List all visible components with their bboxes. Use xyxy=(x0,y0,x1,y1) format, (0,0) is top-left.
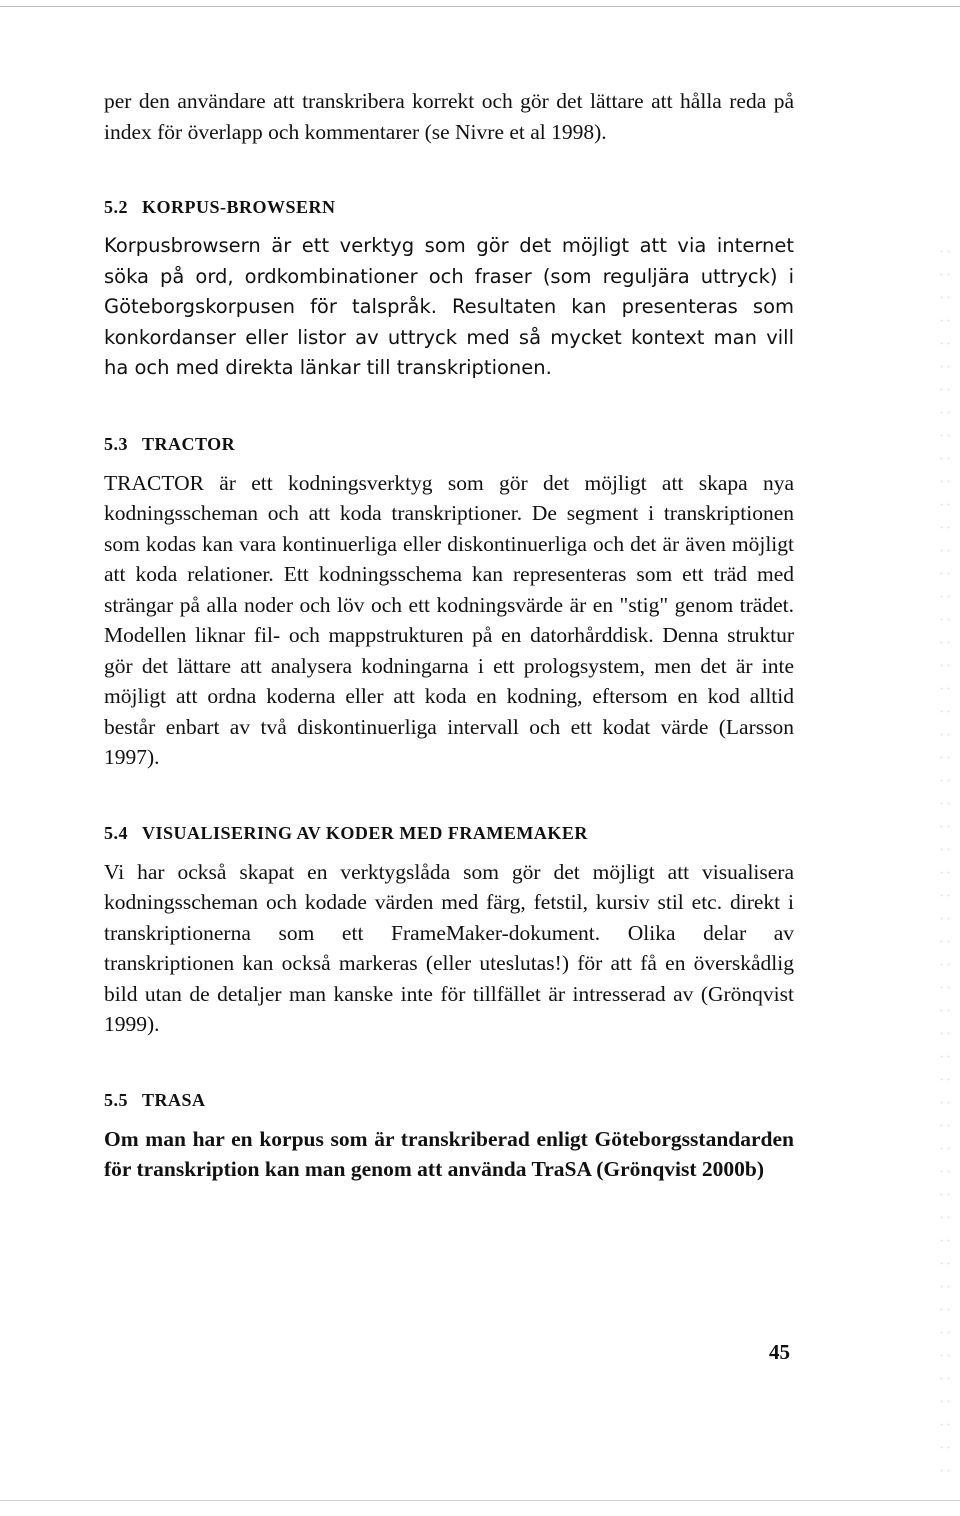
section-title: VISUALISERING AV KODER MED FRAMEMAKER xyxy=(142,822,588,843)
korpus-browsern-paragraph: Korpusbrowsern är ett verktyg som gör det möjligt att via internet söka på ord, ordkombinationer och fraser (som reguljära uttryck) i Göteborgskorpusen för talspråk. Resultaten kan presenteras som konkordanser eller listor av uttryck med så mycket kontext man vill ha och med direkta länkar till transkriptionen. xyxy=(104,234,794,379)
page-number: 45 xyxy=(769,1340,790,1364)
visualisering-paragraph: Vi har också skapat en verktygslåda som gör det möjligt att visualisera kodningsscheman och kodade värden med färg, fetstil, kursiv stil etc. direkt i transkriptionerna som ett FrameMaker-dokument. Olika delar av transkriptionen kan också markeras (eller uteslutas!) för att få en överskådlig bild utan de detaljer man kanske inte för tillfället är intresserad av (Grönqvist 1999). xyxy=(104,859,794,1036)
tractor-paragraph: TRACTOR är ett kodningsverktyg som gör det möjligt att skapa nya kodningsscheman och att koda transkriptioner. De segment i transkriptionen som kodas kan vara kontinuerliga eller diskontinuerliga och det är även möjligt att koda relationer. Ett kodningsschema kan representeras som ett träd med strängar på alla noder och löv och ett kodningsvärde är en "stig" genom trädet. Modellen liknar fil- och mappstrukturen på en datorhårddisk. Denna struktur gör det lättare att analysera kodningarna i ett prologsystem, men det är inte möjligt att ordna koderna eller att koda en kodning, eftersom en kod alltid består enbart av två diskontinuerliga intervall och ett kodat värde (Larsson 1997). xyxy=(104,470,794,769)
section-heading-5-4 xyxy=(104,819,794,847)
trasa-paragraph: Om man har en korpus som är transkriberad enligt Göteborgsstandarden för transkription kan man genom att använda TraSA (Grönqvist 2000b) xyxy=(104,1126,794,1181)
intro-paragraph: per den användare att transkribera korrekt och gör det lättare att hålla reda på index för överlapp och kommentarer (se Nivre et al 1998). xyxy=(104,89,794,144)
section-title: TRASA xyxy=(142,1089,206,1110)
section-heading-5-2 xyxy=(104,193,794,221)
section-heading-5-5 xyxy=(104,1086,794,1114)
section-title: KORPUS-BROWSERN xyxy=(142,197,336,217)
top-scan-rule xyxy=(0,6,960,7)
section-number: 5.3 xyxy=(104,433,128,454)
section-number: 5.5 xyxy=(104,1089,128,1110)
section-title: TRACTOR xyxy=(142,433,236,454)
page-body xyxy=(104,86,794,1185)
bottom-scan-rule xyxy=(0,1500,960,1501)
section-number: 5.2 xyxy=(104,197,128,217)
scan-speckle xyxy=(938,240,954,1480)
section-heading-5-3 xyxy=(104,430,794,458)
section-number: 5.4 xyxy=(104,822,128,843)
